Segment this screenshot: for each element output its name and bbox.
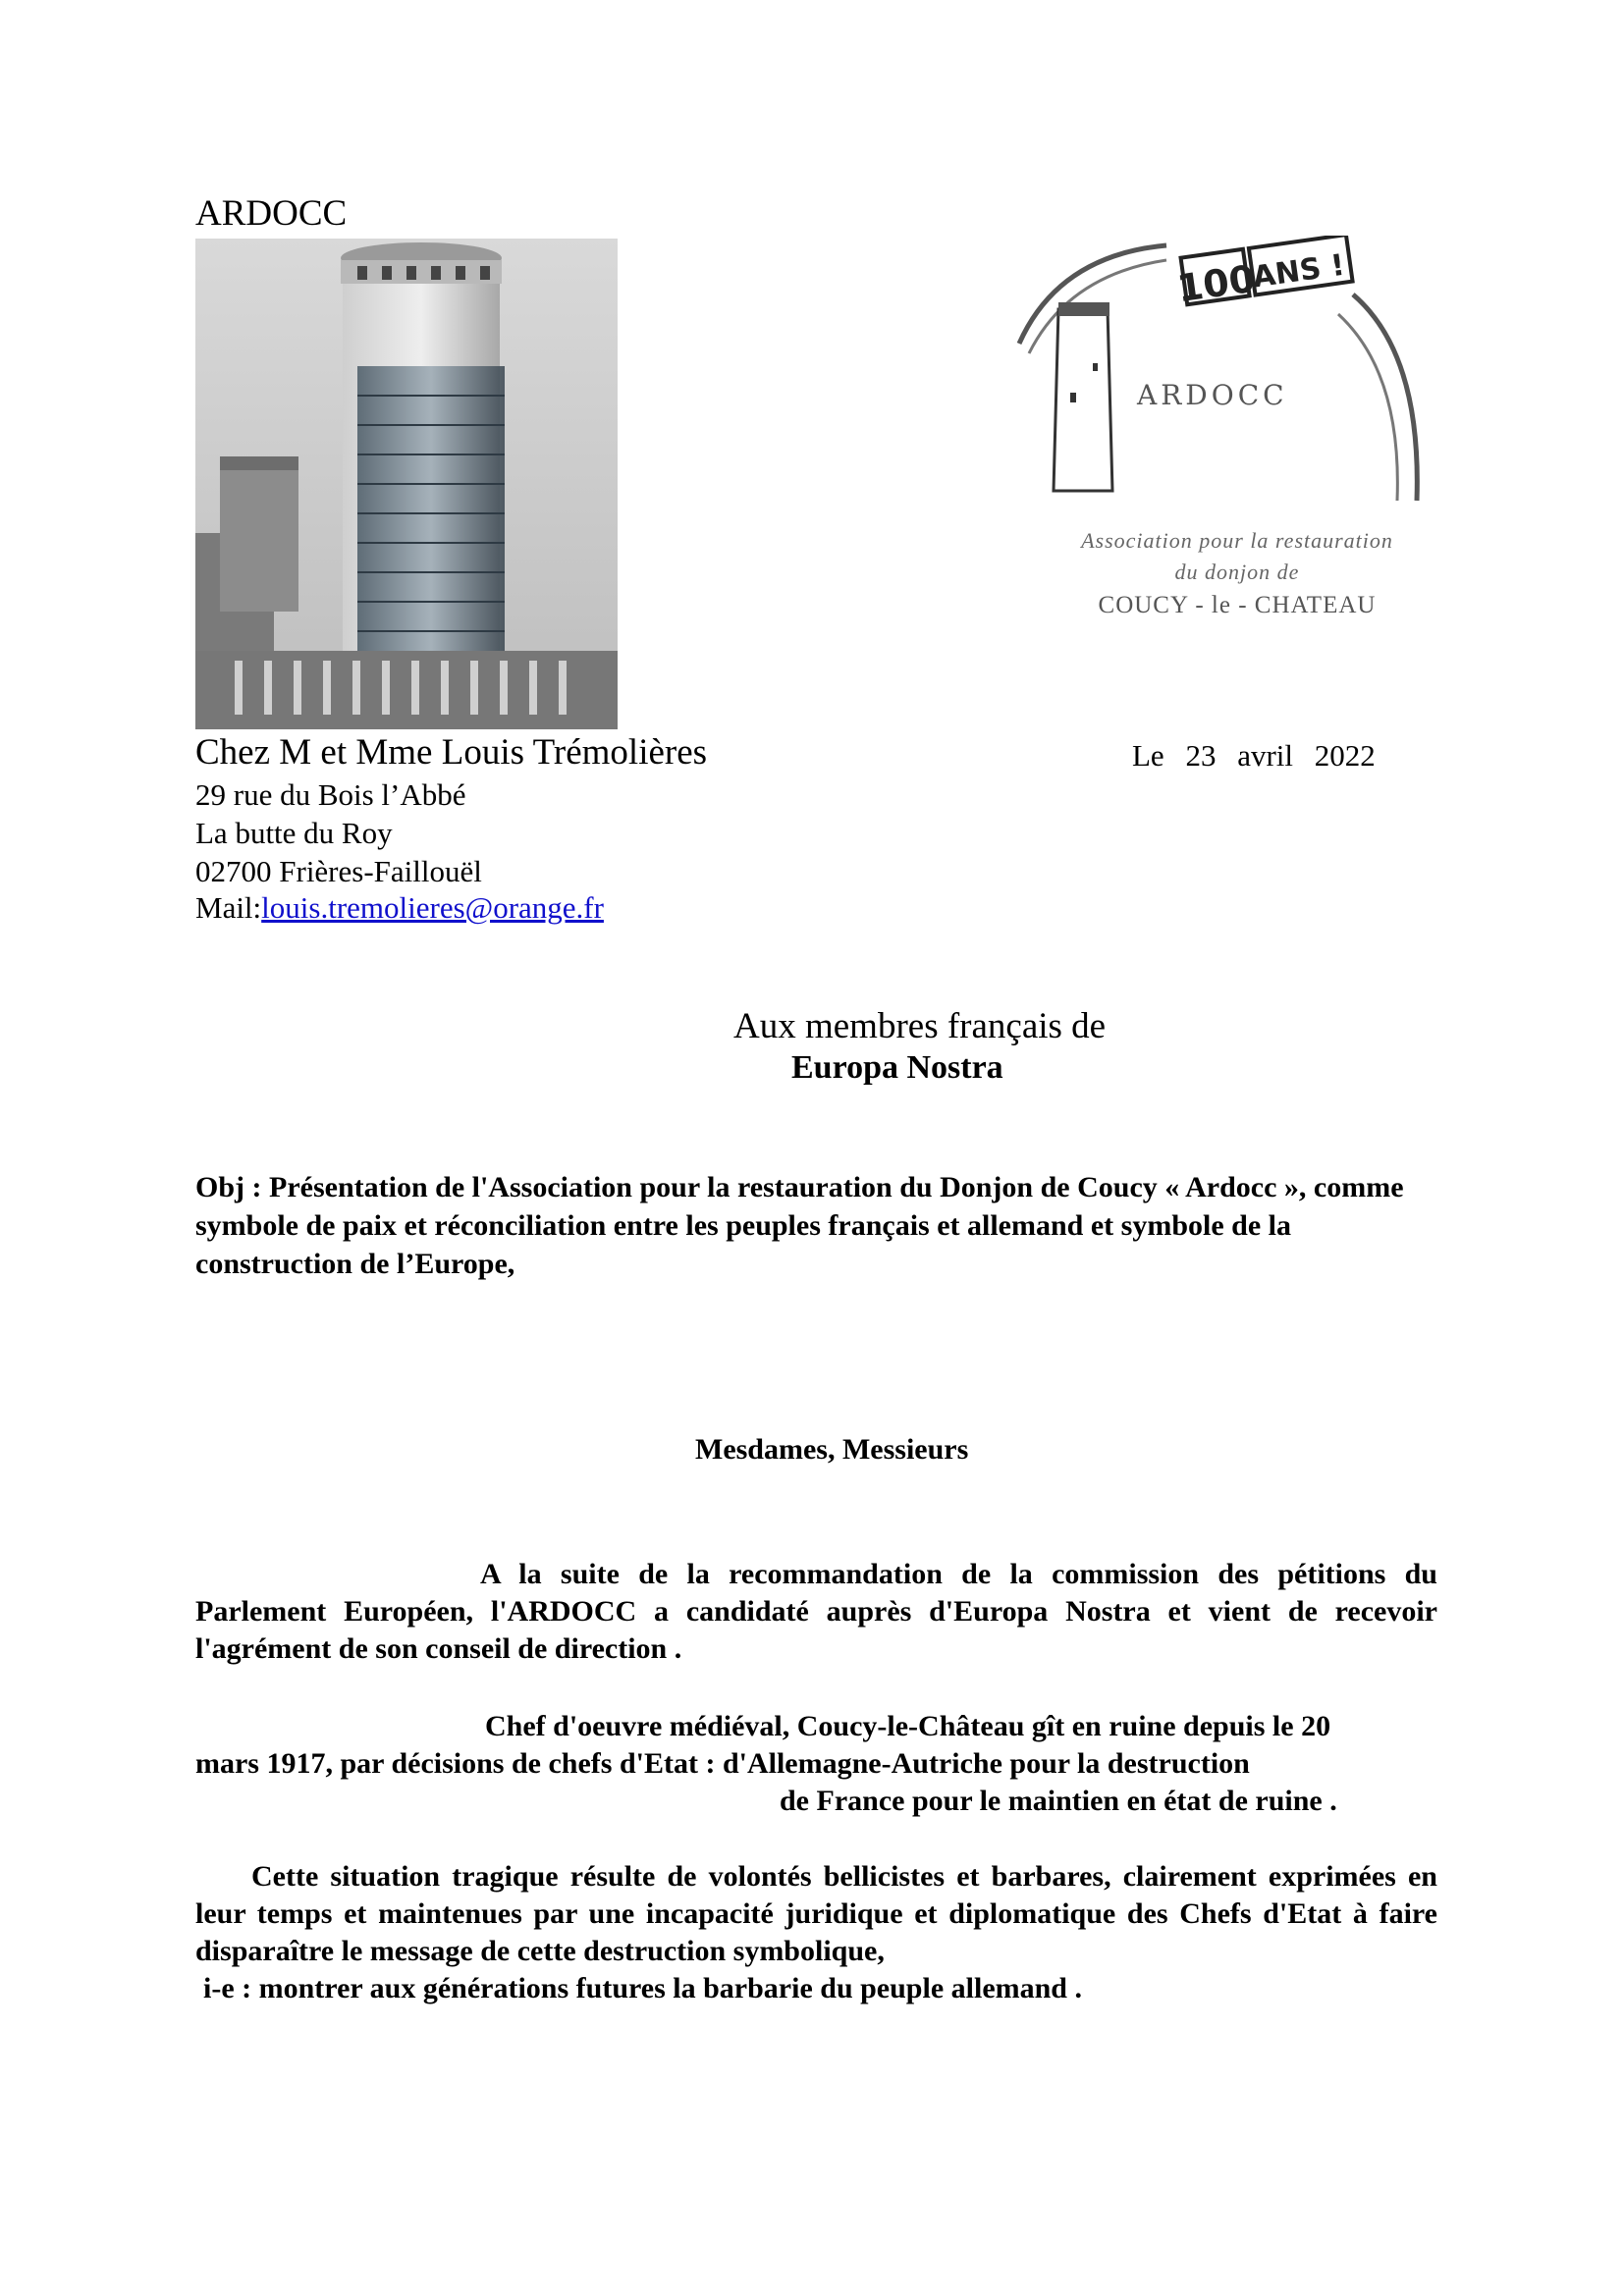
paragraph-1: A la suite de la recommandation de la commission des pétitions du Parlement Européen, l'ARDOCC a candidaté auprès d'Europa Nostra et vient de recevoir l'agrément de son conseil de direction . [195,1558,1437,1665]
paragraph-3-main: Cette situation tragique résulte de volontés bellicistes et barbares, clairement exprimées en leur temps et maintenues par une incapacité juridique et diplomatique des Chefs d'Etat à faire disparaître le message de cette destruction symbolique, [195,1860,1437,1967]
paragraph-2-line3: de France pour le maintien en état de ruine . [780,1785,1337,1817]
sender-name: Chez M et Mme Louis Trémolières [195,732,708,773]
logo-line3: COUCY - le - CHATEAU [1098,592,1377,618]
svg-text:ANS !: ANS ! [1250,247,1347,295]
paragraph-2 [195,1708,1437,1820]
logo-line2: du donjon de [1174,560,1300,584]
recipient-line2: Europa Nostra [791,1049,1003,1086]
logo-name: ARDOCC [1137,379,1288,411]
sender-address-line2: La butte du Roy [195,816,393,850]
sender-address-line3: 02700 Frières-Faillouël [195,854,482,888]
salutation: Mesdames, Messieurs [695,1433,969,1466]
mail-link[interactable]: louis.tremolieres@orange.fr [261,890,604,925]
logo-line1: Association pour la restauration [1081,528,1393,553]
ardocc-logo [1000,236,1436,638]
mail-label: Mail: [195,890,262,925]
donjon-photo [195,239,618,729]
letter-object: Obj : Présentation de l'Association pour la restauration du Donjon de Coucy « Ardocc », comme symbole de paix et réconciliation entre les peuples français et allemand et symbole de la construction de l’Europe, [195,1171,1404,1280]
paragraph-3 [195,1858,1437,2007]
sender-mail [195,890,604,926]
paragraph-2-line2: mars 1917, par décisions de chefs d'Etat : d'Allemagne-Autriche pour la destruction [195,1747,1250,1780]
letter-date: Le 23 avril 2022 [1132,738,1376,773]
recipient-line1: Aux membres français de [733,1006,1107,1046]
svg-text:100: 100 [1174,256,1258,311]
organization-name: ARDOCC [195,193,348,234]
paragraph-3-last: i-e : montrer aux générations futures la barbarie du peuple allemand . [203,1972,1082,2004]
sender-address-line1: 29 rue du Bois l’Abbé [195,777,466,812]
paragraph-2-line1: Chef d'oeuvre médiéval, Coucy-le-Château gît en ruine depuis le 20 [485,1710,1331,1742]
